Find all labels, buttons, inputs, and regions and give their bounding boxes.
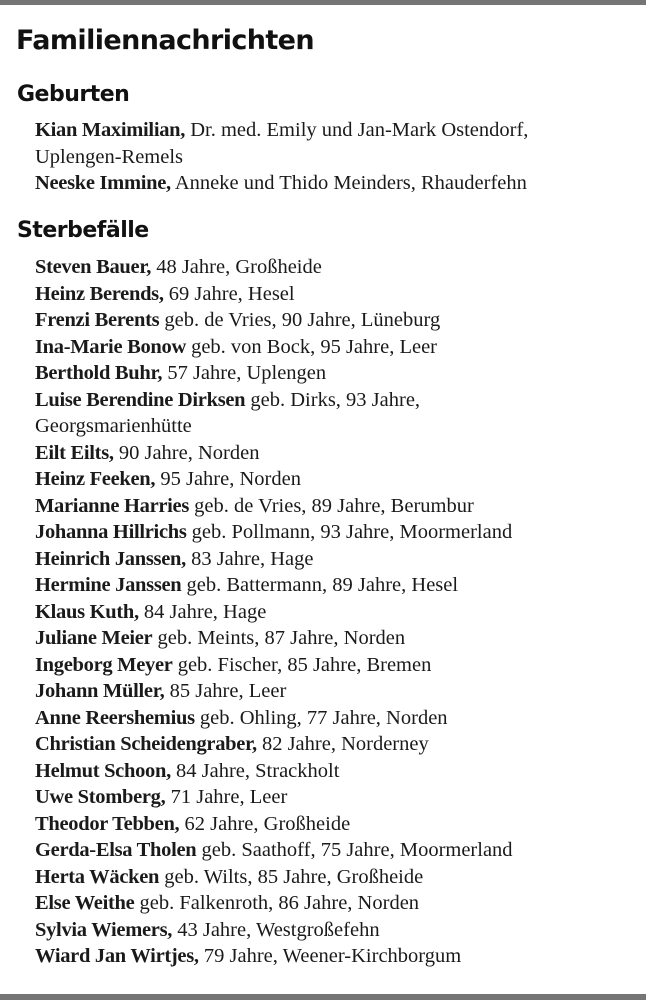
list-item bbox=[35, 440, 635, 467]
entry-name: Eilt Eilts, bbox=[35, 441, 114, 464]
entry-details: geb. Dirks, 93 Jahre, bbox=[245, 388, 421, 411]
entry-details: geb. Falkenroth, 86 Jahre, Norden bbox=[134, 892, 420, 914]
list-item bbox=[35, 678, 635, 705]
list-item bbox=[35, 519, 635, 546]
entry-details: 62 Jahre, Großheide bbox=[179, 812, 351, 835]
list-item bbox=[35, 360, 635, 387]
entry-details: 84 Jahre, Strackholt bbox=[170, 759, 340, 782]
list-item bbox=[35, 254, 635, 281]
entry-name: Johanna Hillrichs bbox=[35, 521, 187, 543]
list-item bbox=[35, 572, 635, 599]
entry-details: 84 Jahre, Hage bbox=[138, 600, 267, 623]
list-item bbox=[35, 890, 635, 917]
entry-details: 82 Jahre, Norderney bbox=[256, 733, 429, 755]
entry-details: 69 Jahre, Hesel bbox=[163, 282, 295, 305]
entry-details: 85 Jahre, Leer bbox=[164, 680, 287, 702]
list-item bbox=[35, 652, 635, 679]
list-item bbox=[35, 493, 635, 520]
list-item bbox=[35, 117, 635, 170]
list-item bbox=[35, 943, 635, 970]
entry-name: Luise Berendine Dirksen bbox=[35, 388, 246, 411]
entry-details: geb. Saathoff, 75 Jahre, Moormerland bbox=[196, 839, 513, 861]
entry-name: Kian Maximilian, bbox=[35, 119, 186, 141]
entry-details: 83 Jahre, Hage bbox=[185, 547, 314, 570]
list-item bbox=[35, 466, 635, 493]
entry-name: Christian Scheidengraber, bbox=[35, 733, 257, 755]
list-item bbox=[35, 599, 635, 626]
deaths-list bbox=[35, 254, 635, 970]
entry-name: Else Weithe bbox=[35, 892, 135, 914]
entry-details: geb. Ohling, 77 Jahre, Norden bbox=[194, 706, 448, 729]
entry-name: Uwe Stomberg, bbox=[35, 786, 166, 808]
entry-name: Ina-Marie Bonow bbox=[35, 335, 186, 358]
entry-name: Gerda-Elsa Tholen bbox=[35, 839, 197, 861]
entry-name: Ingeborg Meyer bbox=[35, 653, 173, 676]
list-item bbox=[35, 625, 635, 652]
births-list bbox=[35, 117, 635, 197]
entry-name: Johann Müller, bbox=[35, 680, 165, 702]
entry-details: 95 Jahre, Norden bbox=[155, 468, 301, 490]
entry-name: Frenzi Berents bbox=[35, 309, 160, 331]
entry-details: geb. Pollmann, 93 Jahre, Moormerland bbox=[186, 521, 513, 543]
list-item bbox=[35, 387, 635, 440]
entry-name: Helmut Schoon, bbox=[35, 759, 171, 782]
entry-details: 48 Jahre, Großheide bbox=[151, 256, 322, 278]
entry-name: Heinz Feeken, bbox=[35, 468, 156, 490]
entry-details: geb. Battermann, 89 Jahre, Hesel bbox=[181, 574, 459, 596]
entry-details: 43 Jahre, Westgroßefehn bbox=[172, 918, 380, 941]
entry-name: Sylvia Wiemers, bbox=[35, 918, 173, 941]
list-item bbox=[35, 811, 635, 838]
entry-name: Neeske Immine, bbox=[35, 172, 171, 194]
list-item bbox=[35, 307, 635, 334]
entry-name: Juliane Meier bbox=[35, 627, 153, 649]
list-item bbox=[35, 864, 635, 891]
list-item bbox=[35, 758, 635, 785]
entry-name: Klaus Kuth, bbox=[35, 600, 139, 623]
page-title: Familiennachrichten bbox=[16, 25, 315, 56]
list-item bbox=[35, 170, 635, 197]
list-item bbox=[35, 281, 635, 308]
entry-details: 79 Jahre, Weener-Kirchborgum bbox=[198, 945, 462, 967]
deaths-heading: Sterbefälle bbox=[17, 218, 149, 243]
list-item bbox=[35, 334, 635, 361]
entry-details: geb. Meints, 87 Jahre, Norden bbox=[152, 627, 406, 649]
entry-details: 90 Jahre, Norden bbox=[113, 441, 260, 464]
entry-name: Wiard Jan Wirtjes, bbox=[35, 945, 199, 967]
list-item bbox=[35, 837, 635, 864]
entry-details: 57 Jahre, Uplengen bbox=[162, 362, 327, 384]
entry-details: 71 Jahre, Leer bbox=[165, 786, 288, 808]
entry-details: geb. Fischer, 85 Jahre, Bremen bbox=[172, 653, 432, 676]
bottom-rule bbox=[0, 994, 646, 1000]
entry-name: Anne Reershemius bbox=[35, 706, 195, 729]
entry-details: Dr. med. Emily und Jan-Mark Ostendorf, bbox=[185, 119, 529, 141]
list-item bbox=[35, 784, 635, 811]
births-heading: Geburten bbox=[17, 82, 130, 107]
entry-details: geb. von Bock, 95 Jahre, Leer bbox=[185, 335, 437, 358]
entry-name: Heinz Berends, bbox=[35, 282, 164, 305]
list-item bbox=[35, 917, 635, 944]
entry-name: Hermine Janssen bbox=[35, 574, 182, 596]
entry-name: Herta Wäcken bbox=[35, 865, 160, 888]
entry-continuation: Uplengen-Remels bbox=[35, 145, 184, 168]
entry-details: geb. de Vries, 89 Jahre, Berumbur bbox=[189, 494, 474, 517]
entry-details: Anneke und Thido Meinders, Rhauderfehn bbox=[170, 172, 527, 194]
list-item bbox=[35, 546, 635, 573]
entry-name: Steven Bauer, bbox=[35, 256, 152, 278]
entry-name: Theodor Tebben, bbox=[35, 812, 180, 835]
entry-details: geb. de Vries, 90 Jahre, Lüneburg bbox=[159, 309, 441, 331]
entry-name: Heinrich Janssen, bbox=[35, 547, 186, 570]
entry-name: Marianne Harries bbox=[35, 494, 190, 517]
entry-continuation: Georgsmarienhütte bbox=[35, 415, 192, 437]
list-item bbox=[35, 705, 635, 732]
list-item bbox=[35, 731, 635, 758]
top-rule bbox=[0, 0, 646, 5]
entry-name: Berthold Buhr, bbox=[35, 362, 163, 384]
entry-details: geb. Wilts, 85 Jahre, Großheide bbox=[159, 865, 424, 888]
